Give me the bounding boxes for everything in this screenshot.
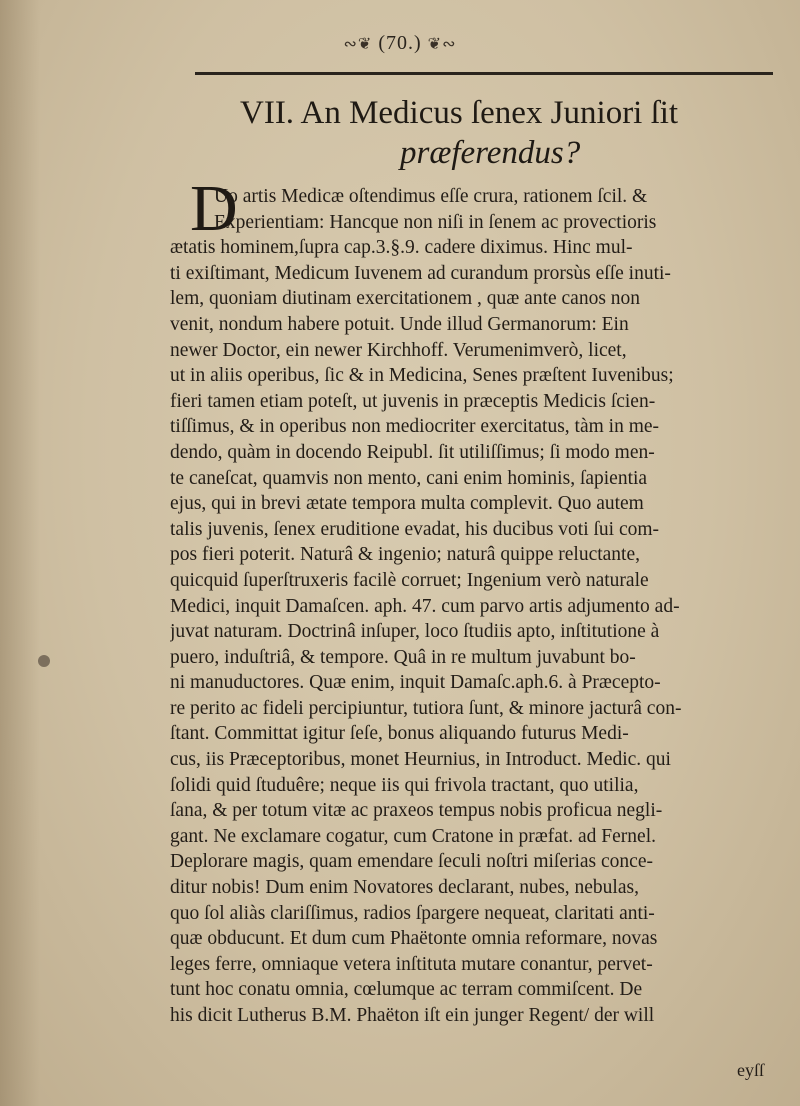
text-line: Deplorare magis, quam emendare ſeculi noſtri miſerias conce- (170, 851, 653, 873)
drop-cap: D (190, 172, 238, 245)
page-header (0, 32, 800, 55)
text-line: quo ſol aliàs clariſſimus, radios ſpargere nequeat, claritati anti- (170, 902, 655, 924)
text-line: re perito ac fideli percipiuntur, tutiora ſunt, & minore jacturâ con- (170, 697, 682, 719)
text-line: cus, iis Præceptoribus, monet Heurnius, in Introduct. Medic. qui (170, 749, 671, 771)
text-line: talis juvenis, ſenex eruditione evadat, his ducibus voti ſui com- (170, 518, 660, 540)
text-line: ditur nobis! Dum enim Novatores declarant, nubes, nebulas, (170, 877, 639, 899)
text-line: ſolidi quid ſtuduêre; neque iis qui frivola tractant, quo utilia, (170, 774, 639, 796)
ornament-right-icon: ❦∾ (427, 34, 457, 53)
text-line: Experientiam: Hancque non niſi in ſenem ac provectioris (214, 211, 657, 233)
text-line: quæ obducunt. Et dum cum Phaëtonte omnia reformare, novas (170, 928, 658, 950)
title-line-1: VII. An Medicus ſenex Juniori ſit (240, 95, 679, 131)
ornament-left-icon: ∾❦ (343, 34, 373, 53)
text-line: pos fieri poterit. Naturâ & ingenio; naturâ quippe reluctante, (170, 544, 641, 566)
text-line: tunt hoc conatu omnia, cœlumque ac terram commiſcent. De (170, 979, 643, 1001)
text-line: lem, quoniam diutinam exercitationem , quæ ante canos non (170, 288, 641, 310)
catchword: eyſſ (737, 1060, 764, 1080)
text-line: tiſſimus, & in operibus non mediocriter exercitatus, tàm in me- (170, 416, 660, 438)
text-line: ſtant. Committat igitur ſeſe, bonus aliquando futurus Medi- (170, 723, 629, 745)
page-number: (70.) (378, 32, 422, 54)
body-text (170, 184, 770, 1029)
text-line: Uo artis Medicæ oſtendimus eſſe crura, rationem ſcil. & (214, 186, 648, 207)
text-line: ætatis hominem,ſupra cap.3.§.9. cadere diximus. Hinc mul- (170, 237, 633, 259)
text-line: gant. Ne exclamare cogatur, cum Cratone in præfat. ad Fernel. (170, 825, 656, 847)
text-line: juvat naturam. Doctrinâ inſuper, loco ſtudiis apto, inſtitutione à (170, 621, 660, 643)
text-line: fieri tamen etiam poteſt, ut juvenis in præceptis Medicis ſcien- (170, 390, 656, 412)
text-line: puero, induſtriâ, & tempore. Quâ in re multum juvabunt bo- (170, 646, 636, 668)
text-line: quicquid ſuperſtruxeris facilè corruet; Ingenium verò naturale (170, 569, 649, 591)
text-line: his dicit Lutherus B.M. Phaëton iſt ein junger Regent/ der will (170, 1005, 655, 1026)
text-line: leges ferre, omniaque vetera inſtituta mutare conantur, pervet- (170, 953, 653, 975)
text-line: ni manuductores. Quæ enim, inquit Damaſc.aph.6. à Præcepto- (170, 672, 661, 694)
text-line: ut in aliis operibus, ſic & in Medicina, Senes præſtent Iuvenibus; (170, 365, 674, 387)
title-line-2: præferendus? (400, 135, 581, 171)
text-line: ti exiſtimant, Medicum Iuvenem ad curandum prorsùs eſſe inuti- (170, 262, 671, 284)
ink-blot (38, 655, 50, 667)
text-line: venit, nondum habere potuit. Unde illud Germanorum: Ein (170, 313, 629, 335)
header-rule (195, 72, 773, 75)
text-line: newer Doctor, ein newer Kirchhoff. Verumenimverò, licet, (170, 339, 627, 361)
page-edge-shadow (0, 0, 40, 1106)
text-line: Medici, inquit Damaſcen. aph. 47. cum parvo artis adjumento ad- (170, 595, 680, 617)
text-line: ejus, qui in brevi ætate tempora multa complevit. Quo autem (170, 493, 644, 515)
text-line: dendo, quàm in docendo Reipubl. ſit utiliſſimus; ſi modo men- (170, 441, 655, 463)
text-line: ſana, & per totum vitæ ac praxeos tempus nobis proficua negli- (170, 800, 663, 822)
chapter-title (240, 93, 760, 173)
text-line: te caneſcat, quamvis non mento, cani enim hominis, ſapientia (170, 467, 648, 489)
